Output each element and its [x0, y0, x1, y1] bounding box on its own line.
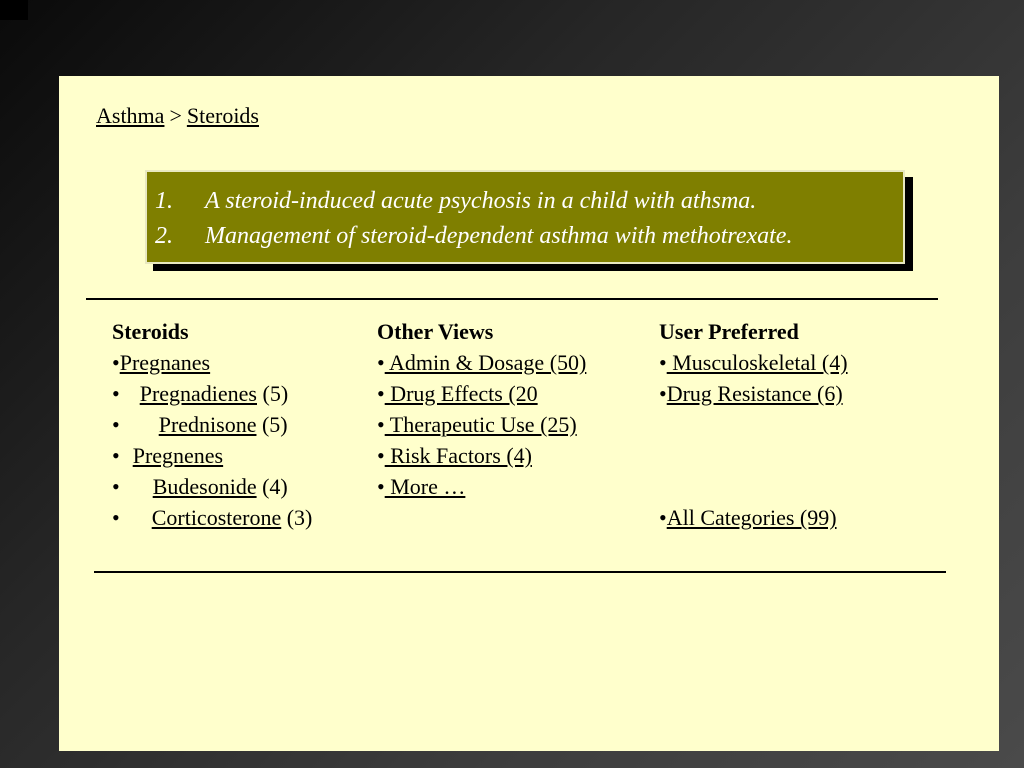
- highlight-item[interactable]: [155, 188, 756, 215]
- list-item: [377, 440, 586, 471]
- pregnenes-link[interactable]: Pregnenes: [132, 443, 224, 468]
- divider-top: [86, 298, 938, 300]
- bullet: •: [112, 443, 120, 468]
- count: (5): [262, 381, 289, 406]
- list-item: [659, 347, 848, 378]
- bullet: •: [377, 474, 385, 499]
- risk-factors-link[interactable]: Risk Factors (4): [384, 443, 532, 468]
- budesonide-link[interactable]: Budesonide: [152, 474, 257, 499]
- pregnanes-link[interactable]: Pregnanes: [119, 350, 211, 375]
- highlight-text: Management of steroid-dependent asthma with methotrexate.: [205, 223, 793, 249]
- highlight-box: [145, 170, 905, 264]
- list-item: [112, 347, 312, 378]
- count: (3): [286, 505, 313, 530]
- content-panel: [59, 76, 999, 751]
- list-item: [377, 409, 586, 440]
- highlight-text: A steroid-induced acute psychosis in a child with athsma.: [205, 188, 757, 214]
- spacer: [659, 471, 848, 502]
- list-item: [112, 471, 312, 502]
- list-item: [377, 347, 586, 378]
- list-item: [659, 378, 848, 409]
- bullet: •: [112, 381, 120, 406]
- user-preferred-column: [659, 316, 848, 533]
- drug-effects-link[interactable]: Drug Effects (20: [384, 381, 538, 406]
- list-item: [377, 471, 586, 502]
- prednisone-link[interactable]: Prednisone: [158, 412, 257, 437]
- count: (4): [262, 474, 288, 499]
- bullet: •: [377, 381, 385, 406]
- list-item: [659, 502, 848, 533]
- list-item: [377, 378, 586, 409]
- corticosterone-link[interactable]: Corticosterone: [151, 505, 282, 530]
- count: (5): [261, 412, 288, 437]
- bullet: •: [112, 412, 120, 437]
- list-item: [112, 440, 312, 471]
- divider-bottom: [94, 571, 946, 573]
- highlight-number: 1.: [155, 188, 173, 214]
- bullet: •: [659, 381, 667, 406]
- corner-mark: [0, 0, 28, 20]
- steroids-column: [112, 316, 312, 533]
- breadcrumb: [96, 103, 259, 129]
- spacer: [659, 440, 848, 471]
- more-link[interactable]: More …: [384, 474, 466, 499]
- bullet: •: [112, 350, 120, 375]
- drug-resistance-link[interactable]: Drug Resistance (6): [666, 381, 843, 406]
- column-heading-other-views: Other Views: [377, 319, 494, 344]
- list-item: [112, 378, 312, 409]
- breadcrumb-separator: >: [169, 103, 182, 128]
- therapeutic-use-link[interactable]: Therapeutic Use (25): [384, 412, 577, 437]
- list-item: [112, 409, 312, 440]
- breadcrumb-asthma-link[interactable]: Asthma: [96, 103, 165, 128]
- bullet: •: [659, 505, 667, 530]
- bullet: •: [377, 443, 385, 468]
- musculoskeletal-link[interactable]: Musculoskeletal (4): [666, 350, 848, 375]
- breadcrumb-steroids-link[interactable]: Steroids: [186, 103, 259, 128]
- bullet: •: [659, 350, 667, 375]
- spacer: [659, 409, 848, 440]
- bullet: •: [112, 505, 120, 530]
- all-categories-link[interactable]: All Categories (99): [666, 505, 837, 530]
- bullet: •: [377, 412, 385, 437]
- list-item: [112, 502, 312, 533]
- highlight-number: 2.: [155, 223, 173, 249]
- column-heading-steroids: Steroids: [112, 319, 189, 344]
- column-heading-user-preferred: User Preferred: [659, 319, 799, 344]
- admin-dosage-link[interactable]: Admin & Dosage (50): [384, 350, 587, 375]
- highlight-item[interactable]: [155, 223, 792, 250]
- other-views-column: [377, 316, 586, 502]
- pregnadienes-link[interactable]: Pregnadienes: [139, 381, 257, 406]
- bullet: •: [377, 350, 385, 375]
- bullet: •: [112, 474, 120, 499]
